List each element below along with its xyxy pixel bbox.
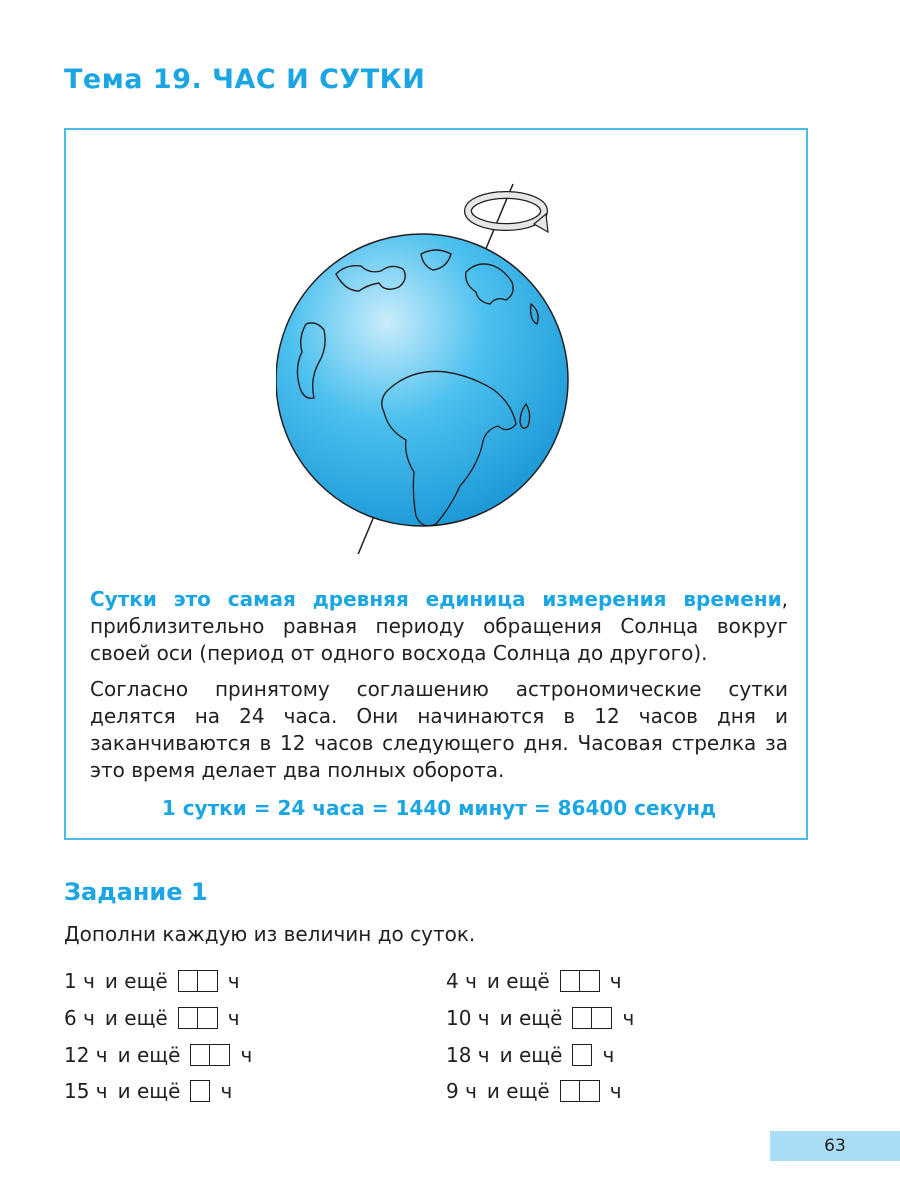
exercise-unit: ч [240, 1043, 253, 1067]
exercise-unit: ч [602, 1043, 615, 1067]
answer-cells[interactable] [190, 1044, 230, 1066]
exercise-value: 12 ч [64, 1043, 108, 1067]
answer-cells[interactable] [572, 1007, 612, 1029]
answer-cell[interactable] [190, 1044, 210, 1066]
answer-cell[interactable] [198, 1007, 218, 1029]
answer-cell[interactable] [190, 1080, 210, 1102]
exercise-unit: ч [609, 969, 622, 993]
answer-cell[interactable] [592, 1007, 612, 1029]
answer-cells[interactable] [572, 1044, 592, 1066]
page-number: 63 [770, 1131, 900, 1161]
answer-cells[interactable] [560, 970, 600, 992]
exercise-value: 4 ч [446, 969, 477, 993]
exercise-value: 9 ч [446, 1079, 477, 1103]
answer-cell[interactable] [572, 1007, 592, 1029]
answer-cell[interactable] [580, 1080, 600, 1102]
exercise-left-3 [64, 1040, 252, 1070]
exercise-value: 6 ч [64, 1006, 95, 1030]
answer-cell[interactable] [560, 970, 580, 992]
answer-cells[interactable] [178, 1007, 218, 1029]
task-title: Задание 1 [64, 878, 208, 906]
info-paragraph-2: Согласно принятому соглашению астрономические сутки делятся на 24 часа. Они начинаются в 12 часов дня и заканчиваются в 12 часов следующего дня. Часовая стрелка за это время делает два полных оборота. [90, 677, 788, 782]
exercise-right-3 [446, 1040, 614, 1070]
exercise-value: 15 ч [64, 1079, 108, 1103]
exercise-value: 10 ч [446, 1006, 490, 1030]
exercise-value: 1 ч [64, 969, 95, 993]
exercise-mid: и ещё [486, 1079, 550, 1103]
exercise-right-1 [446, 966, 622, 996]
answer-cell[interactable] [198, 970, 218, 992]
exercise-left-4 [64, 1076, 232, 1106]
info-text-rest: , приблизительно равная периоду обращения Солнца вокруг своей оси (период от одного восхода Солнца до другого). [90, 587, 788, 665]
answer-cell[interactable] [210, 1044, 230, 1066]
info-highlight: Сутки это самая древняя единица измерения времени [90, 587, 782, 611]
answer-cell[interactable] [178, 1007, 198, 1029]
exercise-mid: и ещё [499, 1006, 563, 1030]
exercise-mid: и ещё [104, 1006, 168, 1030]
exercise-unit: ч [622, 1006, 635, 1030]
exercise-unit: ч [609, 1079, 622, 1103]
topic-title: Тема 19. ЧАС И СУТКИ [64, 64, 426, 95]
exercise-right-4 [446, 1076, 622, 1106]
exercise-unit: ч [220, 1079, 233, 1103]
answer-cells[interactable] [178, 970, 218, 992]
exercise-mid: и ещё [104, 969, 168, 993]
exercise-unit: ч [227, 969, 240, 993]
answer-cells[interactable] [190, 1080, 210, 1102]
task-description: Дополни каждую из величин до суток. [64, 922, 476, 946]
exercise-mid: и ещё [117, 1043, 181, 1067]
answer-cell[interactable] [560, 1080, 580, 1102]
formula: 1 сутки = 24 часа = 1440 минут = 86400 секунд [161, 796, 717, 820]
answer-cell[interactable] [178, 970, 198, 992]
exercise-left-2 [64, 1003, 240, 1033]
answer-cell[interactable] [580, 970, 600, 992]
exercise-left-1 [64, 966, 240, 996]
answer-cells[interactable] [560, 1080, 600, 1102]
exercise-mid: и ещё [499, 1043, 563, 1067]
exercise-unit: ч [227, 1006, 240, 1030]
exercise-mid: и ещё [486, 969, 550, 993]
exercise-right-2 [446, 1003, 634, 1033]
answer-cell[interactable] [572, 1044, 592, 1066]
globe-icon [276, 154, 596, 554]
exercise-mid: и ещё [117, 1079, 181, 1103]
exercise-value: 18 ч [446, 1043, 490, 1067]
info-box [64, 128, 808, 840]
info-paragraph-1 [90, 586, 788, 667]
